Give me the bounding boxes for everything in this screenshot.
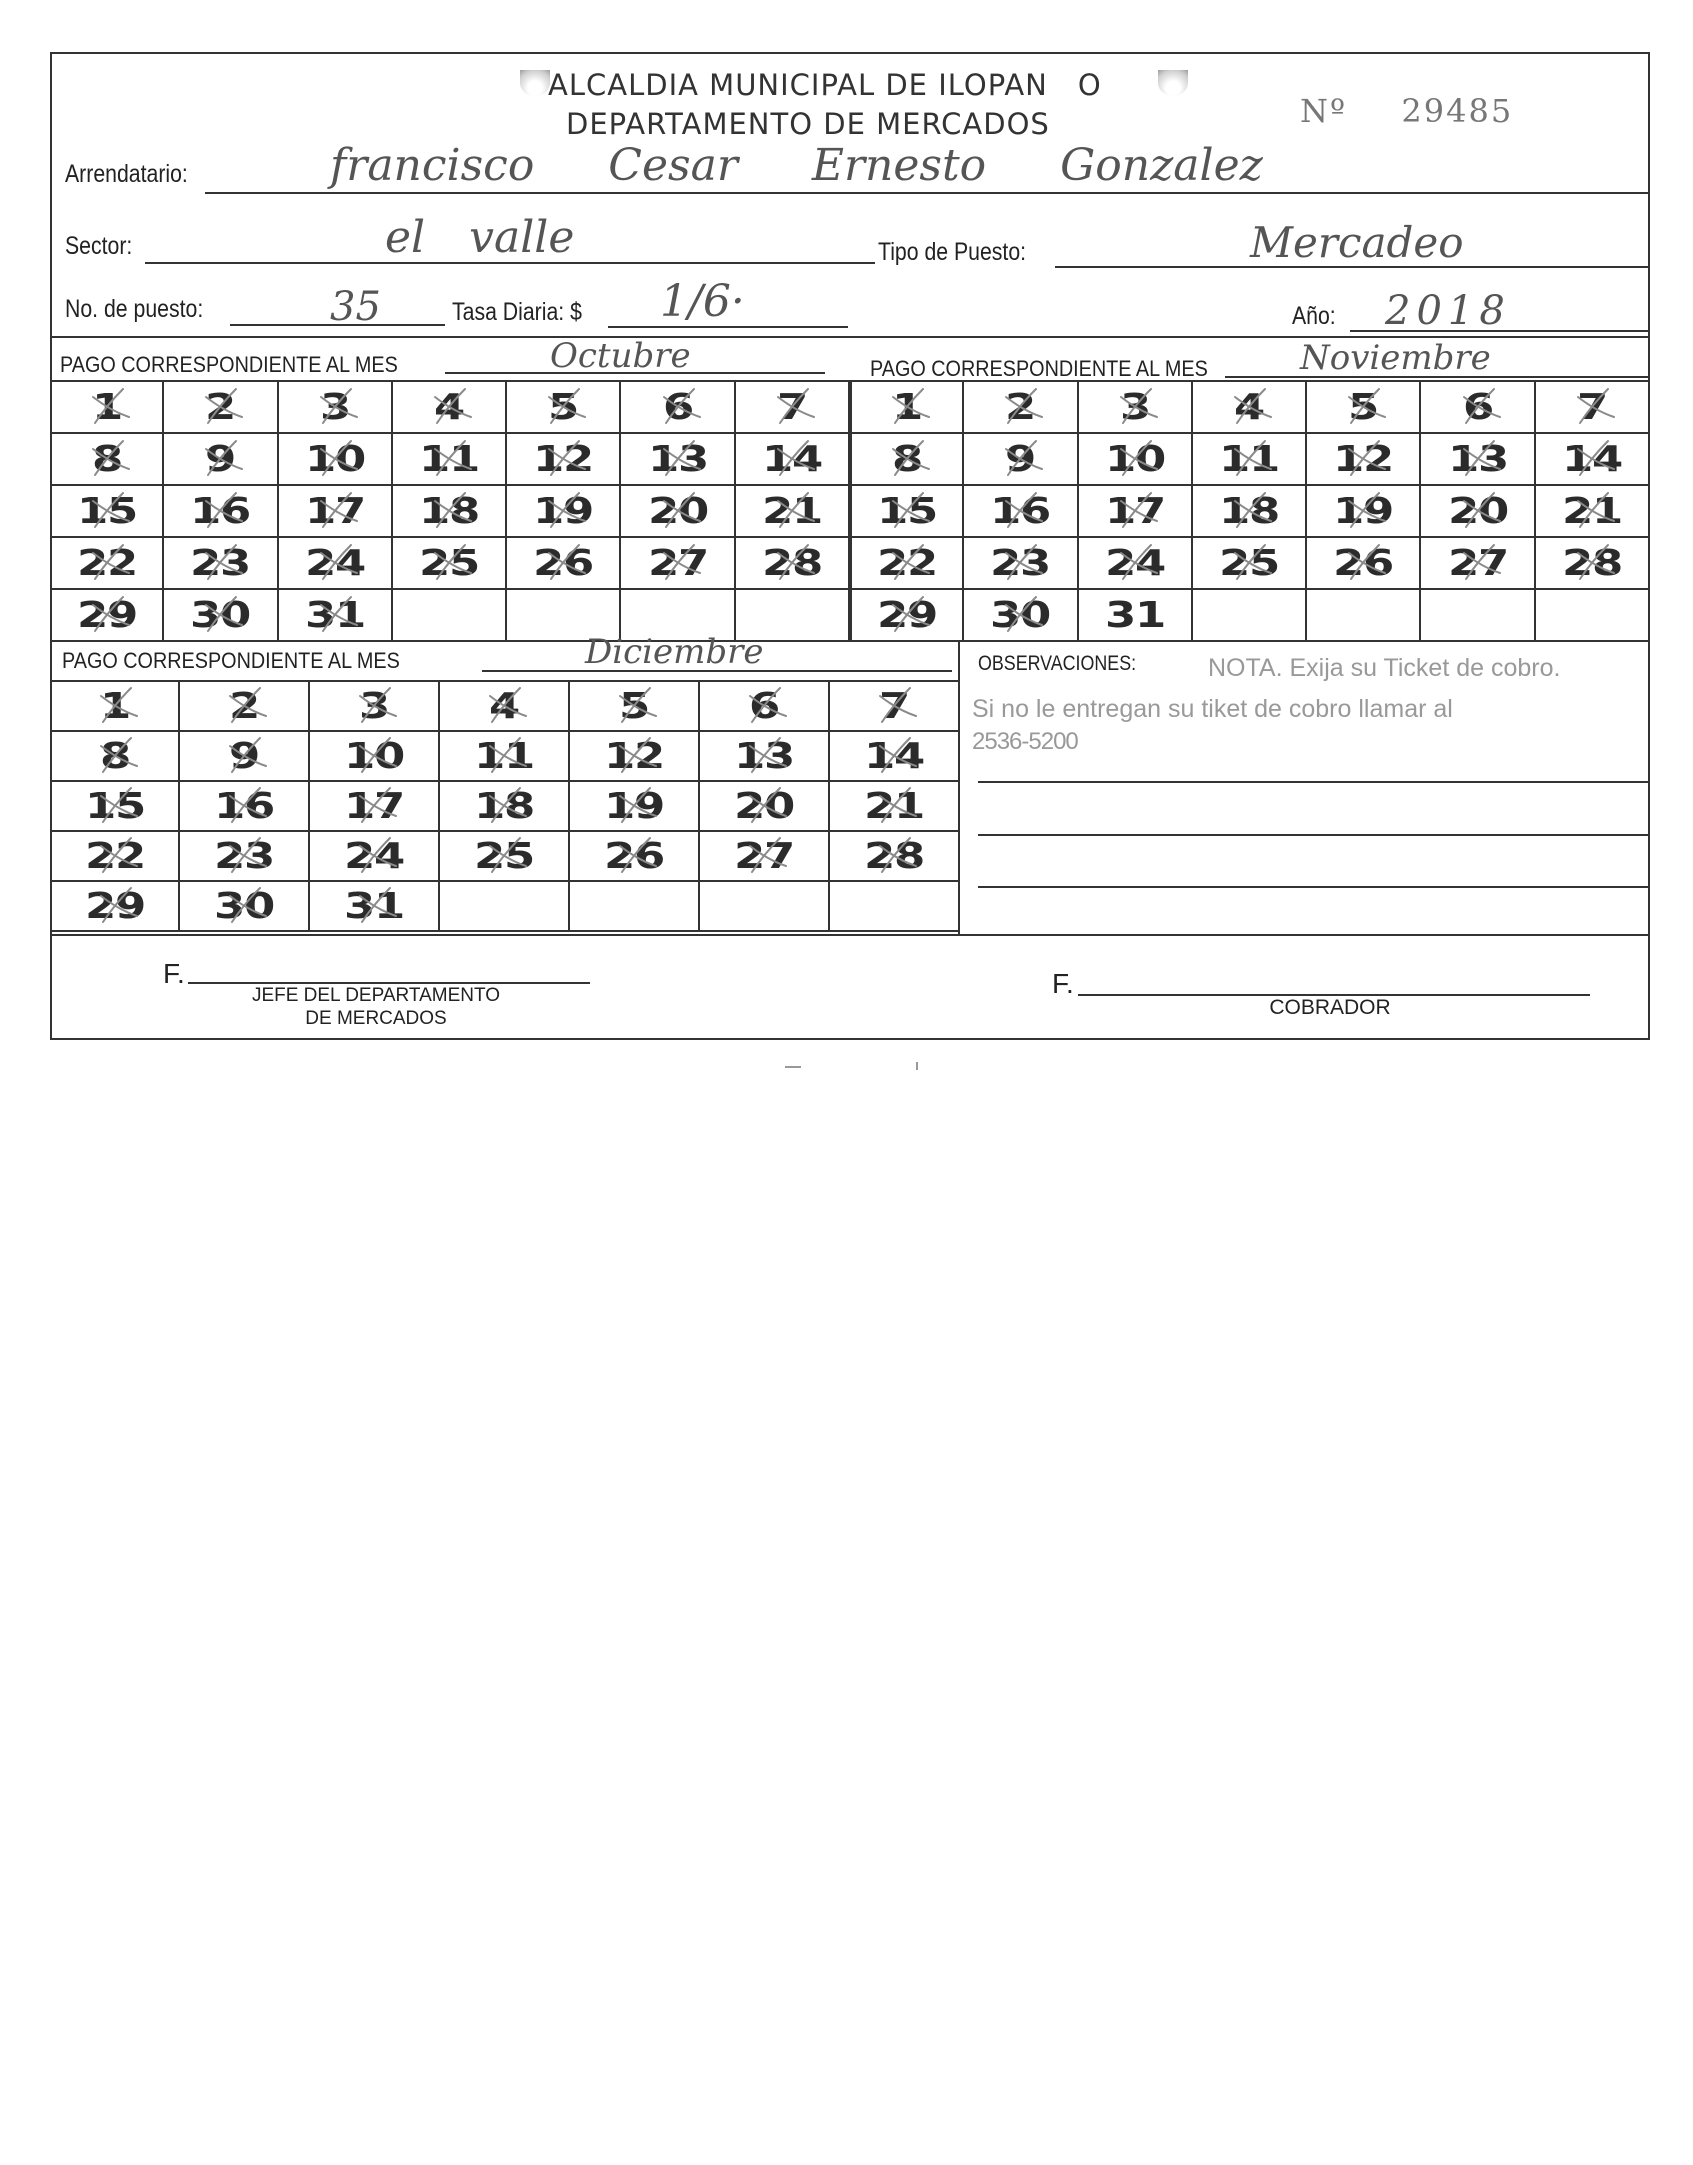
empty-day-cell[interactable] [1421, 590, 1535, 642]
day-number: 5 [548, 386, 579, 428]
header-title-line2: DEPARTAMENTO DE MERCADOS [566, 107, 1050, 141]
day-cell[interactable] [393, 538, 507, 590]
day-number: 9 [1005, 438, 1036, 480]
day-number: 24 [304, 542, 365, 584]
day-cell[interactable] [50, 732, 180, 782]
day-cell[interactable] [50, 590, 164, 642]
day-cell[interactable] [736, 538, 850, 590]
day-number: 14 [1561, 438, 1622, 480]
hole-punch-right-icon [1158, 70, 1188, 96]
day-number: 16 [213, 785, 275, 827]
day-number: 30 [990, 594, 1051, 636]
day-cell[interactable] [50, 434, 164, 486]
empty-day-cell[interactable] [1193, 590, 1307, 642]
calendar-grid-diciembre [50, 680, 960, 932]
day-number: 16 [990, 490, 1051, 532]
day-number: 30 [190, 594, 251, 636]
observaciones-divider [958, 642, 960, 934]
day-cell[interactable] [1079, 382, 1193, 434]
firma-line-jefe[interactable] [188, 982, 590, 984]
day-number: 21 [863, 785, 925, 827]
day-cell[interactable] [964, 434, 1078, 486]
day-cell[interactable] [393, 434, 507, 486]
day-number: 31 [343, 885, 405, 927]
day-cell[interactable] [570, 832, 700, 882]
day-number: 15 [84, 785, 146, 827]
empty-day-cell[interactable] [440, 882, 570, 932]
scan-mark [785, 1066, 801, 1068]
day-number: 6 [1462, 386, 1493, 428]
observaciones-line-2[interactable] [978, 834, 1648, 836]
day-cell[interactable] [164, 590, 278, 642]
day-number: 18 [473, 785, 535, 827]
serial-prefix: Nº [1300, 92, 1348, 130]
day-number: 29 [77, 594, 138, 636]
day-cell[interactable] [1079, 486, 1193, 538]
day-number: 4 [1233, 386, 1265, 428]
title-tail: O [1077, 68, 1102, 102]
day-cell[interactable] [1079, 590, 1193, 642]
day-number: 25 [1218, 542, 1280, 584]
day-number: 7 [776, 386, 807, 428]
day-cell[interactable] [180, 882, 310, 932]
day-number: 17 [343, 785, 405, 827]
day-cell[interactable] [700, 732, 830, 782]
day-cell[interactable] [964, 382, 1078, 434]
day-number: 7 [878, 685, 910, 727]
day-number: 21 [761, 490, 822, 532]
day-cell[interactable] [180, 682, 310, 732]
day-cell[interactable] [830, 832, 960, 882]
day-cell[interactable] [1421, 486, 1535, 538]
day-number: 10 [343, 735, 405, 777]
day-cell[interactable] [164, 434, 278, 486]
day-number: 8 [92, 438, 123, 480]
arrendatario-value[interactable]: francisco Cesar Ernesto Gonzalez [330, 140, 1263, 191]
day-number: 14 [863, 735, 925, 777]
day-number: 6 [748, 685, 780, 727]
day-number: 8 [99, 735, 131, 777]
tipo-puesto-label: Tipo de Puesto: [878, 238, 1027, 266]
puesto-value[interactable]: 35 [330, 284, 381, 330]
day-cell[interactable] [393, 382, 507, 434]
anio-label: Año: [1292, 302, 1336, 330]
day-cell[interactable] [1536, 486, 1650, 538]
day-cell[interactable] [964, 590, 1078, 642]
day-cell[interactable] [570, 732, 700, 782]
jefe-caption-line2: DE MERCADOS [305, 1008, 447, 1029]
anio-value[interactable]: 2018 [1385, 288, 1511, 334]
observaciones-line-1[interactable] [978, 781, 1648, 783]
day-number: 25 [418, 542, 480, 584]
day-number: 29 [84, 885, 146, 927]
day-number: 3 [358, 685, 390, 727]
jefe-caption-line1: JEFE DEL DEPARTAMENTO [251, 985, 501, 1006]
day-number: 1 [892, 386, 923, 428]
day-number: 5 [1348, 386, 1379, 428]
day-cell[interactable] [279, 382, 393, 434]
day-cell[interactable] [279, 434, 393, 486]
day-number: 29 [877, 594, 938, 636]
day-number: 27 [647, 542, 708, 584]
day-number: 6 [662, 386, 693, 428]
day-number: 13 [733, 735, 795, 777]
day-number: 11 [1218, 438, 1280, 480]
day-cell[interactable] [310, 682, 440, 732]
day-cell[interactable] [310, 782, 440, 832]
empty-day-cell[interactable] [393, 590, 507, 642]
day-number: 22 [84, 835, 146, 877]
day-cell[interactable] [440, 832, 570, 882]
day-number: 31 [304, 594, 365, 636]
mes-value-diciembre[interactable]: Diciembre [585, 632, 764, 672]
day-cell[interactable] [1307, 382, 1421, 434]
day-number: 10 [304, 438, 365, 480]
header-title-line1 [548, 68, 1102, 102]
puesto-label: No. de puesto: [65, 295, 204, 323]
divider-footer [50, 934, 1650, 936]
day-number: 20 [647, 490, 708, 532]
day-number: 13 [647, 438, 708, 480]
day-cell[interactable] [180, 782, 310, 832]
observaciones-line-3[interactable] [978, 886, 1648, 888]
day-cell[interactable] [1536, 382, 1650, 434]
day-cell[interactable] [164, 486, 278, 538]
day-cell[interactable] [621, 538, 735, 590]
day-number: 18 [418, 490, 480, 532]
day-cell[interactable] [964, 538, 1078, 590]
day-cell[interactable] [1307, 434, 1421, 486]
day-cell[interactable] [310, 732, 440, 782]
day-cell[interactable] [700, 832, 830, 882]
day-number: 12 [1333, 438, 1394, 480]
day-cell[interactable] [850, 538, 964, 590]
day-number: 25 [473, 835, 535, 877]
mes-label-octubre: PAGO CORRESPONDIENTE AL MES [60, 352, 398, 377]
day-cell[interactable] [830, 732, 960, 782]
cobrador-caption: COBRADOR [1269, 996, 1391, 1019]
day-cell[interactable] [736, 382, 850, 434]
day-cell[interactable] [50, 882, 180, 932]
empty-day-cell[interactable] [1536, 590, 1650, 642]
day-number: 22 [77, 542, 138, 584]
day-number: 14 [761, 438, 822, 480]
day-cell[interactable] [830, 782, 960, 832]
day-number: 12 [603, 735, 665, 777]
day-number: 20 [733, 785, 795, 827]
arrendatario-label: Arrendatario: [65, 160, 188, 188]
day-number: 11 [473, 735, 535, 777]
day-number: 27 [1447, 542, 1508, 584]
tasa-label: Tasa Diaria: $ [452, 298, 582, 326]
day-number: 26 [603, 835, 665, 877]
day-cell[interactable] [1536, 434, 1650, 486]
empty-day-cell[interactable] [700, 882, 830, 932]
day-number: 23 [213, 835, 275, 877]
day-cell[interactable] [830, 682, 960, 732]
day-cell[interactable] [180, 732, 310, 782]
mes-value-noviembre[interactable]: Noviembre [1300, 338, 1491, 378]
day-cell[interactable] [1193, 486, 1307, 538]
day-cell[interactable] [850, 382, 964, 434]
day-cell[interactable] [507, 434, 621, 486]
day-cell[interactable] [570, 782, 700, 832]
day-number: 30 [213, 885, 275, 927]
day-cell[interactable] [1193, 382, 1307, 434]
day-number: 3 [1119, 386, 1150, 428]
nota-text: NOTA. Exija su Ticket de cobro. [1208, 654, 1561, 682]
day-number: 26 [1333, 542, 1394, 584]
day-number: 19 [603, 785, 665, 827]
day-cell[interactable] [164, 382, 278, 434]
day-cell[interactable] [621, 382, 735, 434]
day-cell[interactable] [50, 782, 180, 832]
day-cell[interactable] [700, 782, 830, 832]
day-cell[interactable] [1079, 434, 1193, 486]
day-cell[interactable] [50, 486, 164, 538]
day-cell[interactable] [50, 832, 180, 882]
day-number: 12 [533, 438, 594, 480]
day-number: 23 [990, 542, 1051, 584]
mes-label-noviembre: PAGO CORRESPONDIENTE AL MES [870, 356, 1208, 381]
day-cell[interactable] [279, 590, 393, 642]
day-cell[interactable] [1307, 486, 1421, 538]
day-cell[interactable] [310, 832, 440, 882]
day-number: 2 [228, 685, 260, 727]
day-cell[interactable] [310, 882, 440, 932]
day-cell[interactable] [736, 486, 850, 538]
day-cell[interactable] [700, 682, 830, 732]
arrendatario-line [205, 192, 1648, 194]
day-number: 28 [1561, 542, 1622, 584]
day-cell[interactable] [50, 382, 164, 434]
day-cell[interactable] [1079, 538, 1193, 590]
day-cell[interactable] [850, 434, 964, 486]
calendar-grid-octubre [50, 380, 850, 642]
tipo-puesto-value[interactable]: Mercadeo [1250, 218, 1464, 267]
nota-line2: Si no le entregan su tiket de cobro llamar al [972, 695, 1453, 723]
day-number: 20 [1447, 490, 1508, 532]
day-number: 21 [1561, 490, 1622, 532]
day-number: 1 [92, 386, 123, 428]
day-number: 18 [1218, 490, 1280, 532]
day-number: 28 [761, 542, 822, 584]
day-cell[interactable] [736, 434, 850, 486]
day-number: 8 [892, 438, 923, 480]
day-number: 15 [77, 490, 138, 532]
observaciones-label: OBSERVACIONES: [978, 652, 1137, 675]
nota-phone: 2536-5200 [972, 728, 1078, 755]
day-cell[interactable] [279, 538, 393, 590]
day-number: 3 [319, 386, 350, 428]
day-cell[interactable] [850, 486, 964, 538]
day-number: 28 [863, 835, 925, 877]
day-number: 5 [618, 685, 650, 727]
day-number: 16 [190, 490, 251, 532]
day-number: 27 [733, 835, 795, 877]
hole-punch-left-icon [520, 70, 550, 96]
day-number: 11 [418, 438, 480, 480]
day-number: 22 [877, 542, 938, 584]
day-number: 2 [1005, 386, 1036, 428]
day-number: 2 [205, 386, 236, 428]
day-number: 26 [533, 542, 594, 584]
day-cell[interactable] [440, 732, 570, 782]
day-cell[interactable] [50, 682, 180, 732]
day-number: 17 [1104, 490, 1165, 532]
day-number: 17 [304, 490, 365, 532]
sector-value[interactable]: el valle [385, 212, 575, 263]
day-number: 19 [533, 490, 594, 532]
day-cell[interactable] [850, 590, 964, 642]
day-number: 31 [1104, 594, 1165, 636]
day-number: 19 [1333, 490, 1394, 532]
day-cell[interactable] [621, 434, 735, 486]
sector-label: Sector: [65, 232, 133, 260]
day-number: 24 [343, 835, 405, 877]
empty-day-cell[interactable] [830, 882, 960, 932]
empty-day-cell[interactable] [1307, 590, 1421, 642]
day-number: 1 [99, 685, 131, 727]
firma-mark-jefe: F. [163, 958, 185, 989]
day-cell[interactable] [964, 486, 1078, 538]
day-number: 4 [488, 685, 520, 727]
day-cell[interactable] [507, 486, 621, 538]
day-cell[interactable] [570, 682, 700, 732]
mes-label-diciembre: PAGO CORRESPONDIENTE AL MES [62, 648, 400, 673]
day-cell[interactable] [440, 682, 570, 732]
day-cell[interactable] [393, 486, 507, 538]
serial-value: 29485 [1401, 92, 1514, 130]
day-cell[interactable] [180, 832, 310, 882]
day-cell[interactable] [621, 486, 735, 538]
scan-mark [916, 1062, 918, 1070]
tasa-value[interactable]: 1/6· [660, 276, 745, 327]
day-number: 7 [1576, 386, 1607, 428]
day-number: 24 [1104, 542, 1165, 584]
day-cell[interactable] [1193, 538, 1307, 590]
day-cell[interactable] [1193, 434, 1307, 486]
day-number: 9 [228, 735, 260, 777]
day-cell[interactable] [507, 382, 621, 434]
day-number: 9 [205, 438, 236, 480]
mes-value-octubre[interactable]: Octubre [550, 336, 691, 376]
firma-mark-cobrador: F. [1052, 968, 1074, 999]
day-cell[interactable] [1421, 538, 1535, 590]
day-cell[interactable] [50, 538, 164, 590]
empty-day-cell[interactable] [570, 882, 700, 932]
day-number: 13 [1447, 438, 1508, 480]
serial-number [1300, 92, 1513, 130]
title-main: ALCALDIA MUNICIPAL DE ILOPAN [548, 68, 1048, 102]
day-cell[interactable] [1421, 434, 1535, 486]
day-cell[interactable] [164, 538, 278, 590]
day-cell[interactable] [279, 486, 393, 538]
day-number: 4 [433, 386, 465, 428]
day-cell[interactable] [507, 538, 621, 590]
day-number: 15 [877, 490, 938, 532]
day-cell[interactable] [1536, 538, 1650, 590]
day-number: 23 [190, 542, 251, 584]
day-cell[interactable] [1307, 538, 1421, 590]
calendar-grid-noviembre [850, 380, 1650, 642]
day-cell[interactable] [1421, 382, 1535, 434]
day-cell[interactable] [440, 782, 570, 832]
day-number: 10 [1104, 438, 1165, 480]
